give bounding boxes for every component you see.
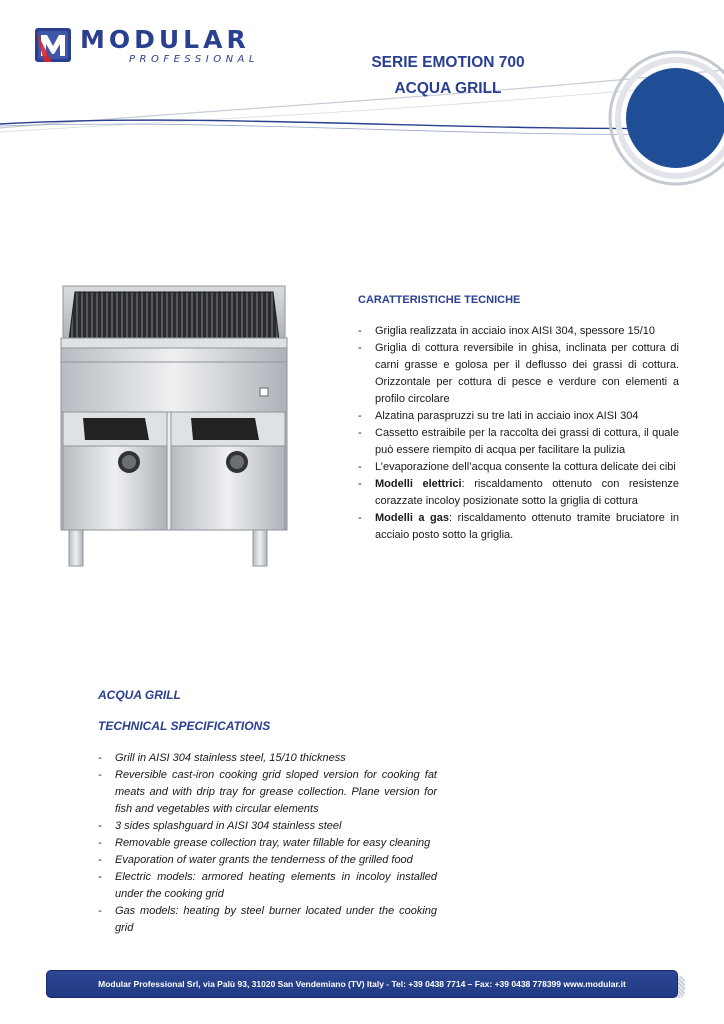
list-item: - Reversible cast-iron cooking grid sloped version for cooking fat meats and with drip tray for grease collection. Plane version for fish and vegetables with circular elements — [98, 769, 437, 815]
page-title-line2: ACQUA GRILL — [394, 80, 502, 97]
english-spec-heading: TECHNICAL SPECIFICATIONS — [98, 719, 271, 733]
grill-appliance-image — [55, 282, 290, 572]
list-item: - Gas models: heating by steel burner located under the cooking grid — [98, 905, 437, 934]
english-product-title: ACQUA GRILL — [98, 688, 181, 702]
list-item: - Evaporation of water grants the tenderness of the grilled food — [98, 854, 413, 866]
list-item: - L’evaporazione dell’acqua consente la cottura delicate dei cibi — [358, 461, 676, 473]
list-item: - Modelli a gas: riscaldamento ottenuto tramite bruciatore in acciaio posto sotto la griglia. — [358, 512, 680, 541]
page-title-line1: SERIE EMOTION 700 — [371, 54, 525, 71]
list-item: - Removable grease collection tray, water fillable for easy cleaning — [98, 837, 431, 849]
list-item: - Griglia realizzata in acciaio inox AISI 304, spessore 15/10 — [358, 325, 656, 337]
italian-spec-heading: CARATTERISTICHE TECNICHE — [358, 294, 521, 306]
list-item: - Electric models: armored heating elements in incoloy installed under the cooking grid — [98, 871, 437, 900]
brand-name: MODULAR — [80, 25, 250, 54]
italian-spec-list — [358, 323, 679, 544]
brand-tagline: PROFESSIONAL — [129, 54, 259, 65]
list-item: - Modelli elettrici: riscaldamento ottenuto con resistenze corazzate incoloy posizionate sotto la griglia di cottura — [358, 478, 680, 507]
list-item: - 3 sides splashguard in AISI 304 stainless steel — [98, 820, 342, 832]
english-spec-list — [98, 750, 437, 937]
list-item: - Grill in AISI 304 stainless steel, 15/10 thickness — [98, 752, 346, 764]
footer-contact-bar: Modular Professional Srl, via Palù 93, 31020 San Vendemiano (TV) Italy - Tel: +39 0438 7714 – Fax: +39 0438 778399 www.modular.it — [46, 970, 678, 998]
list-item: - Alzatina paraspruzzi su tre lati in acciaio inox AISI 304 — [358, 410, 639, 422]
list-item: - Griglia di cottura reversibile in ghisa, inclinata per cottura di carni grasse e golosa per il deflusso dei grassi di cottura. Orizzontale per cottura di pesce e verdure con elementi a profilo circolare — [358, 342, 679, 405]
list-item: - Cassetto estraibile per la raccolta dei grassi di cottura, il quale può essere riempito di acqua per facilitare la pulizia — [358, 427, 679, 456]
